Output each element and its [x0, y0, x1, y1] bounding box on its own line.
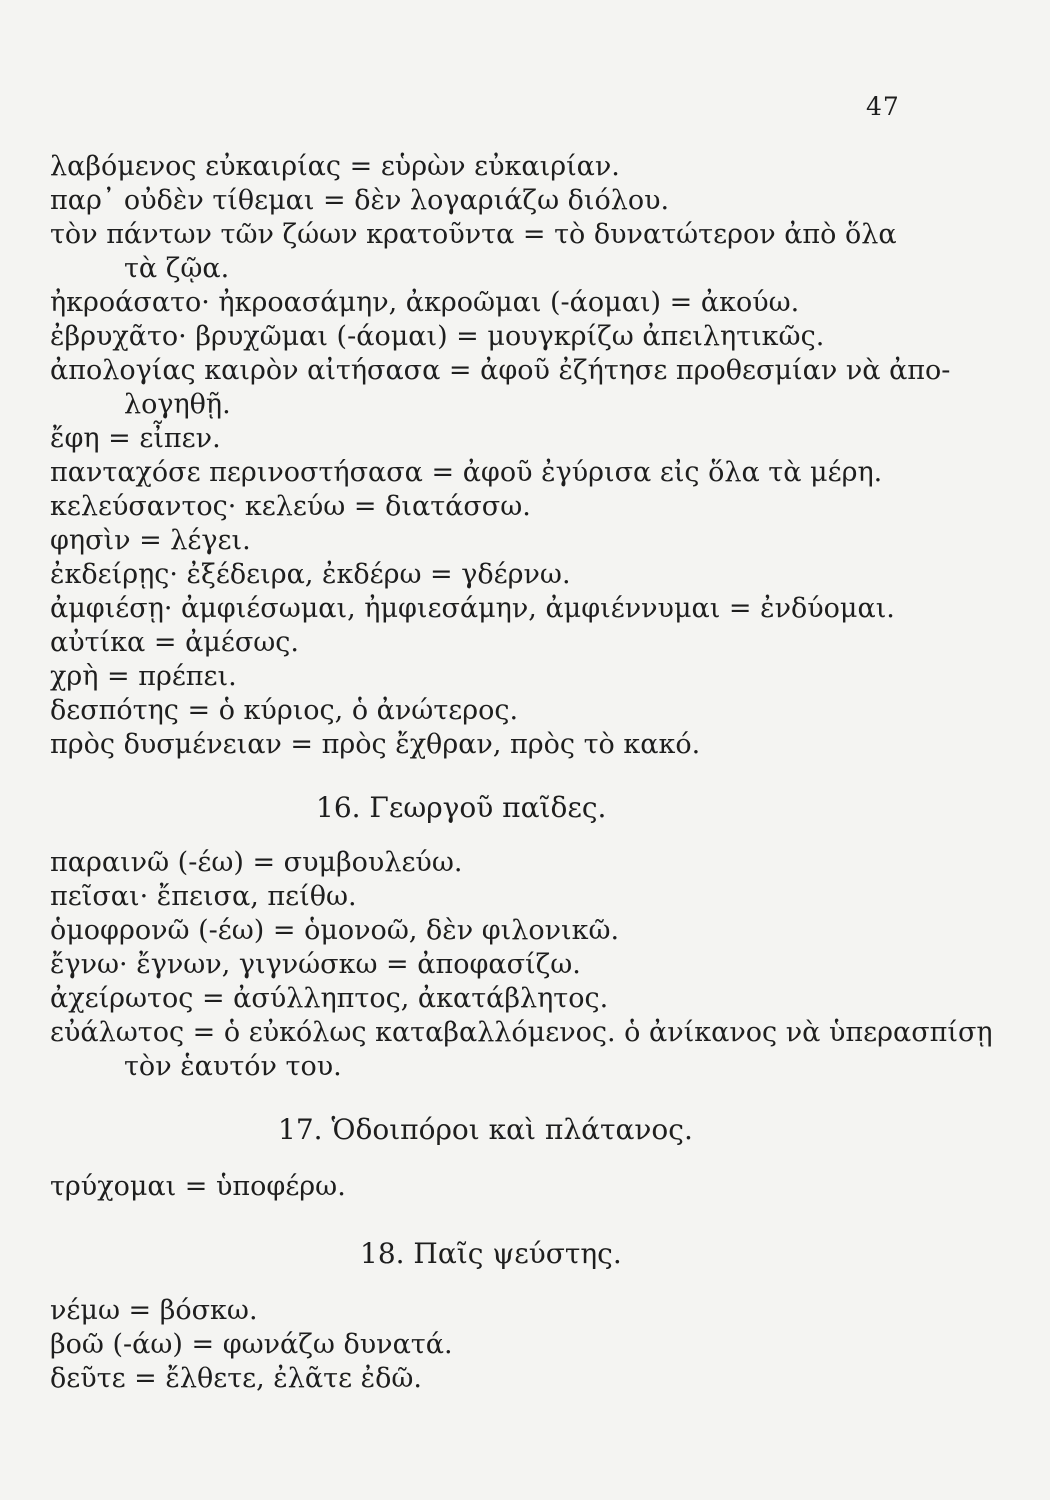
gloss-line: κελεύσαντος· κελεύω = διατάσσω.: [50, 491, 531, 522]
glossary-body: [50, 150, 993, 1396]
gloss-line: ὁμοφρονῶ (-έω) = ὁμονοῶ, δὲν φιλονικῶ.: [50, 915, 620, 946]
gloss-line: ἐβρυχᾶτο· βρυχῶμαι (-άομαι) = μουγκρίζω ἀπειλητικῶς.: [50, 321, 825, 352]
gloss-line: λαβόμενος εὐκαιρίας = εὑρὼν εὐκαιρίαν.: [50, 151, 620, 182]
gloss-line: πεῖσαι· ἔπεισα, πείθω.: [50, 881, 357, 912]
gloss-line: ἔφη = εἶπεν.: [50, 423, 221, 454]
gloss-line: ἀμφιέσῃ· ἀμφιέσωμαι, ἠμφιεσάμην, ἀμφιέννυμαι = ἐνδύομαι.: [50, 593, 895, 624]
gloss-line-continued: τὸν ἑαυτόν του.: [124, 1051, 342, 1082]
gloss-line: τὸν πάντων τῶν ζώων κρατοῦντα = τὸ δυνατώτερον ἀπὸ ὅλα: [50, 219, 897, 250]
gloss-line: ἔγνω· ἔγνων, γιγνώσκω = ἀποφασίζω.: [50, 949, 581, 980]
gloss-line: πρὸς δυσμένειαν = πρὸς ἔχθραν, πρὸς τὸ κακό.: [50, 729, 701, 760]
gloss-line-continued: λογηθῇ.: [124, 389, 231, 420]
gloss-line: δεσπότης = ὁ κύριος, ὁ ἀνώτερος.: [50, 695, 519, 726]
section-heading-18: 18. Παῖς ψεύστης.: [360, 1237, 622, 1270]
gloss-line: δεῦτε = ἔλθετε, ἐλᾶτε ἐδῶ.: [50, 1363, 422, 1394]
gloss-line: ἀχείρωτος = ἀσύλληπτος, ἀκατάβλητος.: [50, 983, 609, 1014]
gloss-line: τρύχομαι = ὑποφέρω.: [50, 1171, 346, 1202]
gloss-line: ἀπολογίας καιρὸν αἰτήσασα = ἀφοῦ ἐζήτησε προθεσμίαν νὰ ἀπο-: [50, 355, 951, 386]
gloss-line: αὐτίκα = ἀμέσως.: [50, 627, 299, 658]
section-heading-16: 16. Γεωργοῦ παῖδες.: [316, 791, 607, 824]
gloss-line: νέμω = βόσκω.: [50, 1295, 258, 1326]
gloss-line: παραινῶ (-έω) = συμβουλεύω.: [50, 847, 463, 878]
gloss-line: βοῶ (-άω) = φωνάζω δυνατά.: [50, 1329, 453, 1360]
gloss-line: φησὶν = λέγει.: [50, 525, 251, 556]
section-heading-17: 17. Ὁδοιπόροι καὶ πλάτανος.: [278, 1113, 693, 1146]
gloss-line: χρὴ = πρέπει.: [50, 661, 237, 692]
gloss-line: ἠκροάσατο· ἠκροασάμην, ἀκροῶμαι (-άομαι) = ἀκούω.: [50, 287, 800, 318]
gloss-line: ἐκδείρῃς· ἐξέδειρα, ἐκδέρω = γδέρνω.: [50, 559, 571, 590]
gloss-line: παρ᾽ οὐδὲν τίθεμαι = δὲν λογαριάζω διόλου.: [50, 185, 670, 216]
gloss-line: πανταχόσε περινοστήσασα = ἀφοῦ ἐγύρισα εἰς ὅλα τὰ μέρη.: [50, 457, 883, 488]
gloss-line-continued: τὰ ζῷα.: [124, 253, 230, 284]
gloss-line: εὐάλωτος = ὁ εὐκόλως καταβαλλόμενος. ὁ ἀνίκανος νὰ ὑπερασπίσῃ: [50, 1017, 993, 1048]
page-number: 47: [866, 92, 900, 121]
